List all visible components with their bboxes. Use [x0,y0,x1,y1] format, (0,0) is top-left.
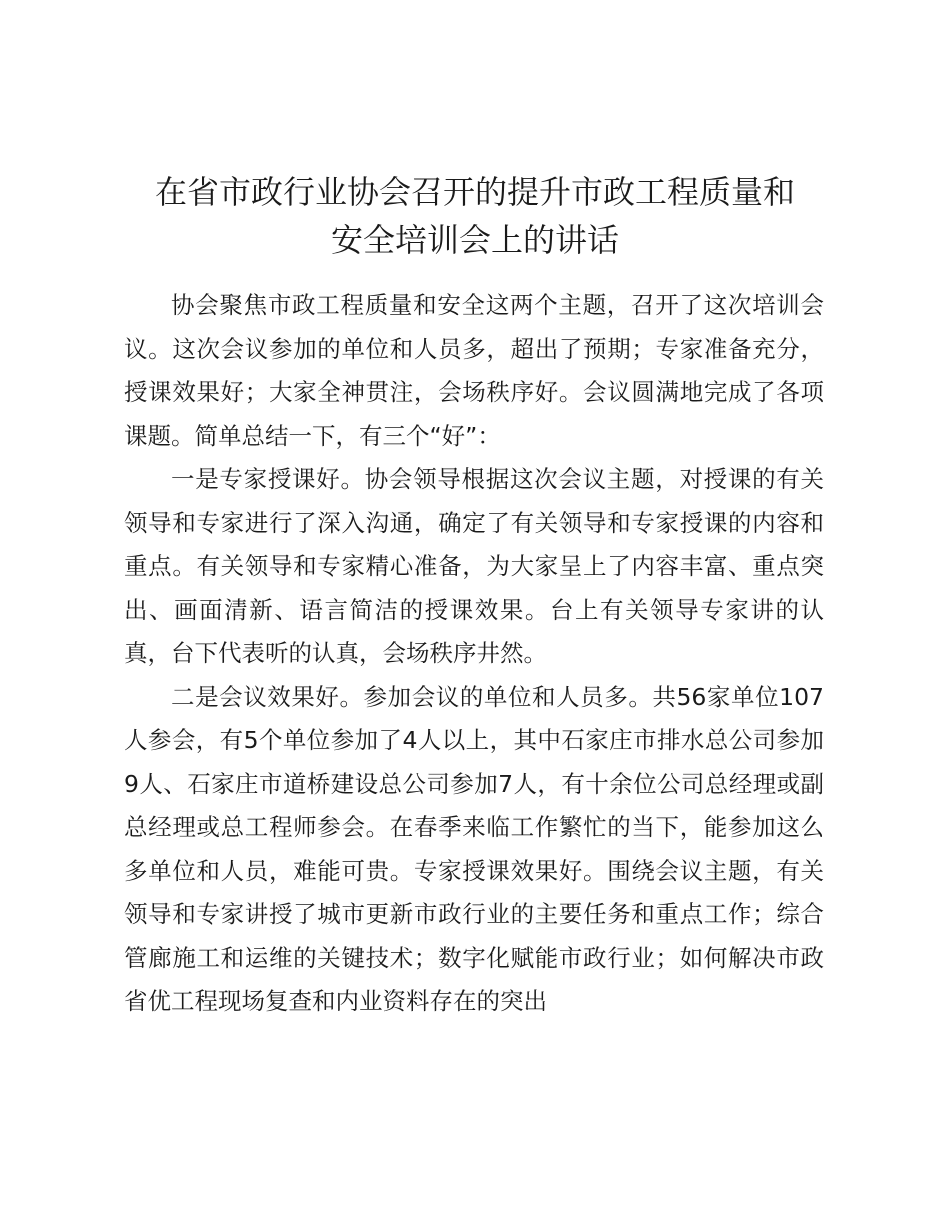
document-title [120,168,830,264]
document-body [124,284,824,1024]
paragraph-intro: 协会聚焦市政工程质量和安全这两个主题，召开了这次培训会议。这次会议参加的单位和人员多，超出了预期；专家准备充分，授课效果好；大家全神贯注，会场秩序好。会议圆满地完成了各项课题。简单总结一下，有三个“好”： [124,291,824,450]
title-line-2: 安全培训会上的讲话 [330,221,619,259]
paragraph-point-two: 二是会议效果好。参加会议的单位和人员多。共56家单位107人参会，有5个单位参加了4人以上，其中石家庄市排水总公司参加9人、石家庄市道桥建设总公司参加7人，有十余位公司总经理或副总经理或总工程师参会。在春季来临工作繁忙的当下，能参加这么多单位和人员，难能可贵。专家授课效果好。围绕会议主题，有关领导和专家讲授了城市更新市政行业的主要任务和重点工作；综合管廊施工和运维的关键技术；数字化赋能市政行业；如何解决市政省优工程现场复查和内业资料存在的突出 [124,682,824,1015]
title-line-1: 在省市政行业协会召开的提升市政工程质量和 [154,173,795,211]
paragraph-point-one: 一是专家授课好。协会领导根据这次会议主题，对授课的有关领导和专家进行了深入沟通，确定了有关领导和专家授课的内容和重点。有关领导和专家精心准备，为大家呈上了内容丰富、重点突出、画面清新、语言简洁的授课效果。台上有关领导专家讲的认真，台下代表听的认真，会场秩序井然。 [124,465,824,667]
